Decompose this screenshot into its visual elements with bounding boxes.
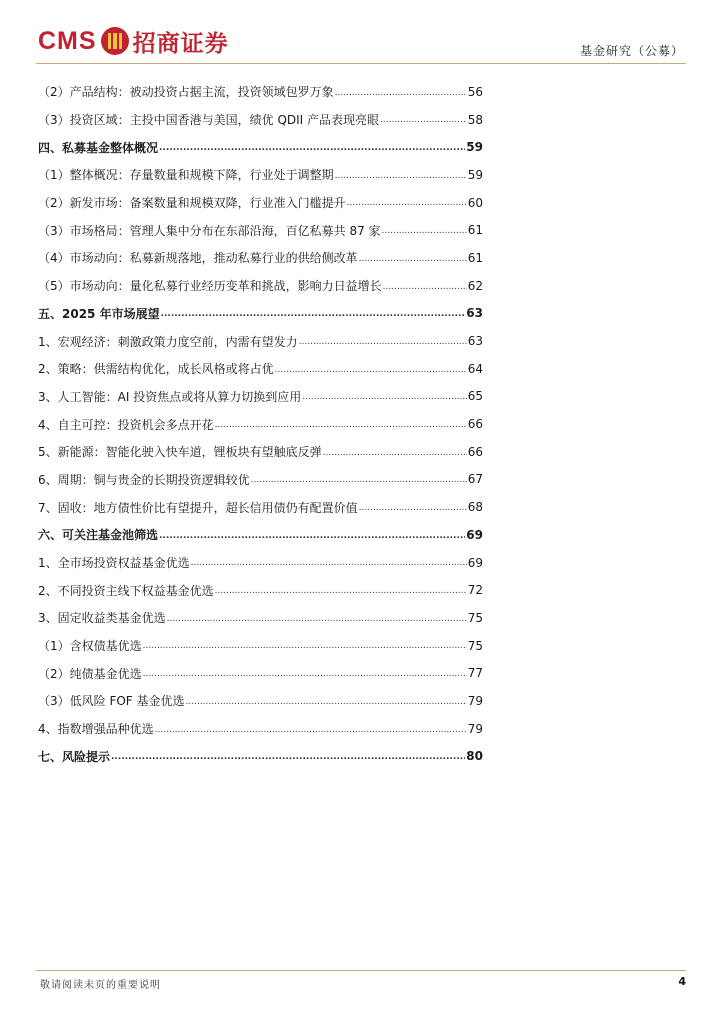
toc-section-heading[interactable] bbox=[38, 133, 483, 161]
toc-dot-leader bbox=[111, 751, 465, 770]
toc-entry[interactable] bbox=[38, 355, 483, 383]
toc-dot-leader bbox=[275, 364, 467, 383]
logo-text: CMS bbox=[38, 26, 97, 55]
footer-divider bbox=[36, 970, 686, 971]
toc-entry[interactable] bbox=[38, 715, 483, 743]
toc-entry-title: （2）纯债基金优选 bbox=[38, 666, 142, 681]
toc-dot-leader bbox=[159, 530, 465, 549]
toc-entry-page: 66 bbox=[467, 444, 483, 459]
toc-entry-title: 四、私募基金整体概况 bbox=[38, 140, 159, 155]
toc-entry-title: （3）低风险 FOF 基金优选 bbox=[38, 694, 185, 709]
report-category: 基金研究（公募） bbox=[579, 44, 684, 58]
toc-dot-leader bbox=[251, 474, 467, 493]
toc-entry-title: （1）整体概况：存量数量和规模下降，行业处于调整期 bbox=[38, 168, 334, 183]
toc-entry[interactable] bbox=[38, 216, 483, 244]
toc-entry-page: 62 bbox=[467, 278, 483, 293]
toc-dot-leader bbox=[382, 225, 467, 244]
toc-entry[interactable] bbox=[38, 161, 483, 189]
toc-entry-title: 1、全市场投资权益基金优选 bbox=[38, 556, 190, 571]
toc-entry-page: 58 bbox=[467, 112, 483, 127]
logo-chinese-name: 招商证券 bbox=[132, 30, 229, 57]
toc-entry-page: 68 bbox=[467, 500, 483, 515]
toc-entry-title: （3）市场格局：管理人集中分布在东部沿海，百亿私募共 87 家 bbox=[38, 223, 381, 238]
toc-entry-title: 6、周期：铜与贵金的长期投资逻辑较优 bbox=[38, 472, 250, 487]
toc-dot-leader bbox=[299, 336, 467, 355]
toc-entry-title: 7、固收：地方债性价比有望提升，超长信用债仍有配置价值 bbox=[38, 500, 358, 515]
toc-entry[interactable] bbox=[38, 410, 483, 438]
toc-entry-page: 56 bbox=[467, 84, 483, 99]
header-divider bbox=[36, 63, 686, 64]
toc-dot-leader bbox=[215, 585, 467, 604]
toc-entry[interactable] bbox=[38, 659, 483, 687]
toc-dot-leader bbox=[380, 114, 467, 133]
page-header bbox=[0, 0, 724, 66]
toc-entry-title: （2）产品结构：被动投资占据主流，投资领域包罗万象 bbox=[38, 85, 334, 100]
toc-entry[interactable] bbox=[38, 189, 483, 217]
toc-entry-title: 3、人工智能：AI 投资焦点或将从算力切换到应用 bbox=[38, 389, 302, 404]
toc-entry[interactable] bbox=[38, 632, 483, 660]
toc-entry-page: 59 bbox=[466, 140, 483, 155]
toc-entry-title: （3）投资区域：主投中国香港与美国，绩优 QDII 产品表现亮眼 bbox=[38, 113, 380, 128]
toc-entry-title: 4、指数增强品种优选 bbox=[38, 722, 154, 737]
toc-entry-title: 五、2025 年市场展望 bbox=[38, 306, 160, 321]
page-number: 4 bbox=[678, 975, 686, 988]
toc-dot-leader bbox=[155, 724, 467, 743]
toc-entry-page: 63 bbox=[466, 306, 483, 321]
toc-dot-leader bbox=[323, 447, 467, 466]
toc-dot-leader bbox=[383, 281, 467, 300]
toc-entry-page: 79 bbox=[467, 693, 483, 708]
toc-entry-title: 2、策略：供需结构优化，成长风格或将占优 bbox=[38, 362, 274, 377]
toc-entry-page: 67 bbox=[467, 472, 483, 487]
toc-entry-page: 72 bbox=[467, 583, 483, 598]
toc-dot-leader bbox=[143, 668, 467, 687]
toc-entry-page: 66 bbox=[467, 417, 483, 432]
toc-entry-title: （1）含权债基优选 bbox=[38, 639, 142, 654]
toc-entry-title: 5、新能源：智能化驶入快车道，锂板块有望触底反弹 bbox=[38, 445, 322, 460]
toc-dot-leader bbox=[302, 391, 467, 410]
toc-entry-title: 七、风险提示 bbox=[38, 749, 111, 764]
toc-dot-leader bbox=[143, 640, 467, 659]
toc-entry-title: 1、宏观经济：刺激政策力度空前，内需有望发力 bbox=[38, 334, 298, 349]
toc-entry-page: 65 bbox=[467, 389, 483, 404]
toc-entry[interactable] bbox=[38, 438, 483, 466]
toc-entry-title: （4）市场动向：私募新规落地，推动私募行业的供给侧改革 bbox=[38, 251, 358, 266]
toc-entry[interactable] bbox=[38, 576, 483, 604]
toc-entry[interactable] bbox=[38, 493, 483, 521]
toc-entry-page: 75 bbox=[467, 610, 483, 625]
toc-entry-page: 61 bbox=[467, 223, 483, 238]
toc-entry-title: 3、固定收益类基金优选 bbox=[38, 611, 166, 626]
toc-section-heading[interactable] bbox=[38, 743, 483, 771]
toc-dot-leader bbox=[167, 613, 467, 632]
toc-entry-title: 六、可关注基金池筛选 bbox=[38, 528, 159, 543]
toc-entry[interactable] bbox=[38, 272, 483, 300]
toc-dot-leader bbox=[335, 170, 467, 189]
toc-entry[interactable] bbox=[38, 604, 483, 632]
toc-entry-page: 63 bbox=[467, 334, 483, 349]
toc-entry-title: （5）市场动向：量化私募行业经历变革和挑战，影响力日益增长 bbox=[38, 279, 382, 294]
toc-entry-title: （2）新发市场：备案数量和规模双降，行业准入门槛提升 bbox=[38, 196, 346, 211]
toc-entry-page: 59 bbox=[467, 167, 483, 182]
toc-entry-title: 4、自主可控：投资机会多点开花 bbox=[38, 417, 214, 432]
toc-entry-title: 2、不同投资主线下权益基金优选 bbox=[38, 583, 214, 598]
toc-entry[interactable] bbox=[38, 466, 483, 494]
toc-dot-leader bbox=[161, 308, 466, 327]
toc-entry[interactable] bbox=[38, 327, 483, 355]
footer-disclaimer-note: 敬请阅读末页的重要说明 bbox=[40, 980, 161, 991]
toc-dot-leader bbox=[215, 419, 467, 438]
toc-dot-leader bbox=[359, 253, 467, 272]
toc-dot-leader bbox=[186, 696, 467, 715]
toc-entry-page: 77 bbox=[467, 666, 483, 681]
toc-entry-page: 64 bbox=[467, 361, 483, 376]
toc-dot-leader bbox=[359, 502, 467, 521]
cms-logo bbox=[38, 26, 229, 56]
toc-dot-leader bbox=[159, 142, 465, 161]
table-of-contents bbox=[38, 78, 483, 770]
toc-dot-leader bbox=[347, 197, 467, 216]
toc-entry-page: 60 bbox=[467, 195, 483, 210]
toc-entry-page: 79 bbox=[467, 721, 483, 736]
toc-entry[interactable] bbox=[38, 244, 483, 272]
toc-section-heading[interactable] bbox=[38, 300, 483, 328]
toc-entry-page: 61 bbox=[467, 250, 483, 265]
toc-entry[interactable] bbox=[38, 106, 483, 134]
toc-dot-leader bbox=[191, 557, 467, 576]
toc-entry[interactable] bbox=[38, 78, 483, 106]
logo-emblem-icon bbox=[101, 27, 129, 55]
toc-dot-leader bbox=[335, 87, 467, 106]
toc-section-heading[interactable] bbox=[38, 521, 483, 549]
toc-entry[interactable] bbox=[38, 687, 483, 715]
toc-entry-page: 80 bbox=[466, 749, 483, 764]
toc-entry-page: 69 bbox=[467, 555, 483, 570]
toc-entry-page: 75 bbox=[467, 638, 483, 653]
toc-entry-page: 69 bbox=[466, 527, 483, 542]
toc-entry[interactable] bbox=[38, 549, 483, 577]
toc-entry[interactable] bbox=[38, 383, 483, 411]
